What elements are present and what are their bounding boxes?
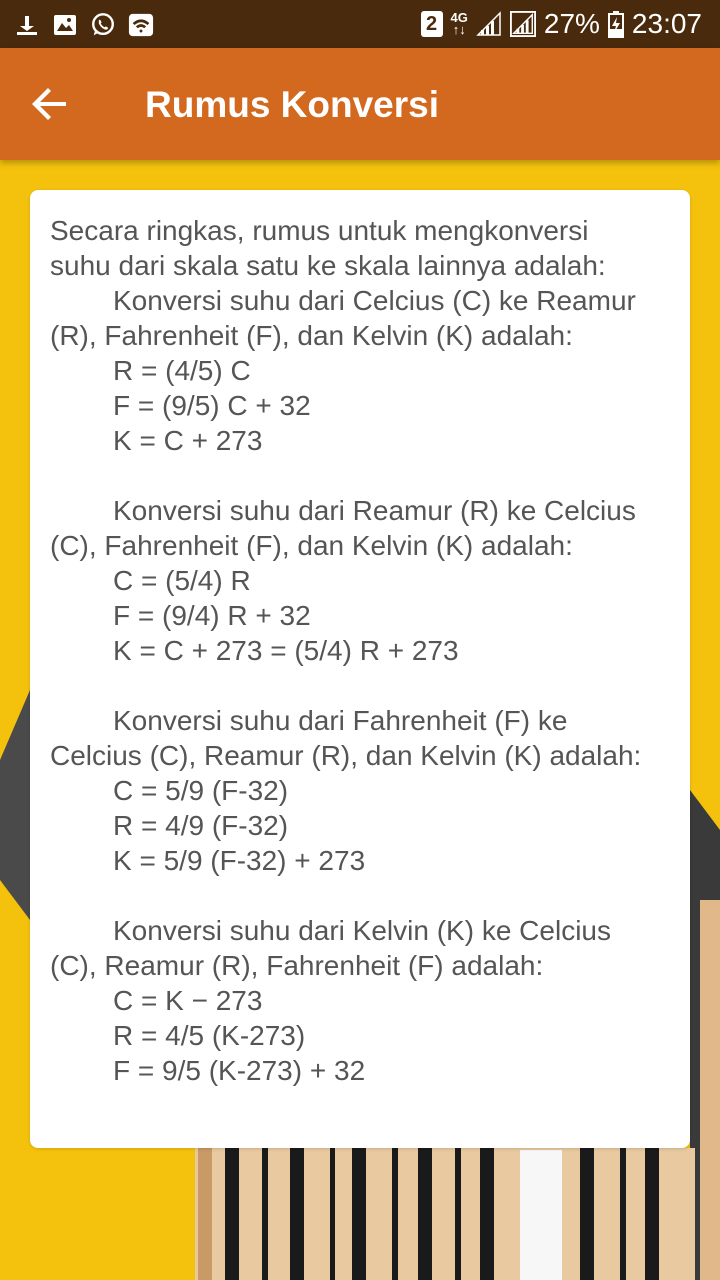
formula: C = (5/4) R — [113, 565, 251, 596]
signal-icon — [476, 11, 502, 37]
formula: F = (9/5) C + 32 — [113, 390, 311, 421]
formula: K = C + 273 — [113, 425, 263, 456]
section-heading: Konversi suhu dari Fahrenheit (F) ke — [113, 705, 568, 736]
section-heading: Konversi suhu dari Celcius (C) ke Reamur — [113, 285, 636, 316]
formula: C = K − 273 — [113, 985, 263, 1016]
notification-icons — [14, 8, 154, 42]
intro-line: Secara ringkas, rumus untuk mengkonversi — [50, 215, 589, 246]
battery-percent: 27% — [543, 8, 600, 39]
system-status — [421, 6, 702, 42]
status-bar — [0, 0, 720, 48]
sim-slot-badge: 2 — [421, 11, 443, 37]
section-kelvin — [50, 913, 670, 1088]
section-heading-cont: (C), Reamur (R), Fahrenheit (F) adalah: — [50, 950, 544, 981]
section-heading-cont: Celcius (C), Reamur (R), dan Kelvin (K) adalah: — [50, 740, 642, 771]
network-type — [451, 12, 468, 36]
formula: K = 5/9 (F-32) + 273 — [113, 845, 366, 876]
spacer — [50, 458, 670, 493]
formula: K = C + 273 = (5/4) R + 273 — [113, 635, 459, 666]
section-heading-cont: (R), Fahrenheit (F), dan Kelvin (K) adalah: — [50, 320, 573, 351]
section-heading: Konversi suhu dari Kelvin (K) ke Celcius — [113, 915, 611, 946]
page-title: Rumus Konversi — [145, 84, 440, 125]
whatsapp-icon — [90, 12, 116, 38]
formula: R = 4/5 (K-273) — [113, 1020, 306, 1051]
section-fahrenheit — [50, 703, 670, 878]
formula: R = 4/9 (F-32) — [113, 810, 289, 841]
spacer — [50, 878, 670, 913]
gallery-icon — [52, 12, 78, 38]
section-celcius — [50, 283, 670, 458]
formula: F = (9/4) R + 32 — [113, 600, 311, 631]
network-type-label: 4G — [450, 10, 468, 25]
network-activity-label: ↑↓ — [452, 22, 466, 37]
battery-charging-icon — [608, 11, 624, 37]
wifi-icon — [128, 12, 154, 38]
section-heading: Konversi suhu dari Reamur (R) ke Celcius — [113, 495, 636, 526]
formula: F = 9/5 (K-273) + 32 — [113, 1055, 366, 1086]
intro-line: suhu dari skala satu ke skala lainnya adalah: — [50, 250, 606, 281]
back-button[interactable] — [22, 76, 78, 132]
section-heading-cont: (C), Fahrenheit (F), dan Kelvin (K) adalah: — [50, 530, 573, 561]
clock: 23:07 — [631, 8, 702, 39]
download-icon — [14, 12, 40, 38]
app-bar — [0, 48, 720, 160]
formula: C = 5/9 (F-32) — [113, 775, 289, 806]
section-reamur — [50, 493, 670, 668]
arrow-left-icon — [32, 86, 68, 122]
content-card — [30, 190, 690, 1148]
formula: R = (4/5) C — [113, 355, 251, 386]
spacer — [50, 668, 670, 703]
signal-icon-2 — [510, 11, 536, 37]
